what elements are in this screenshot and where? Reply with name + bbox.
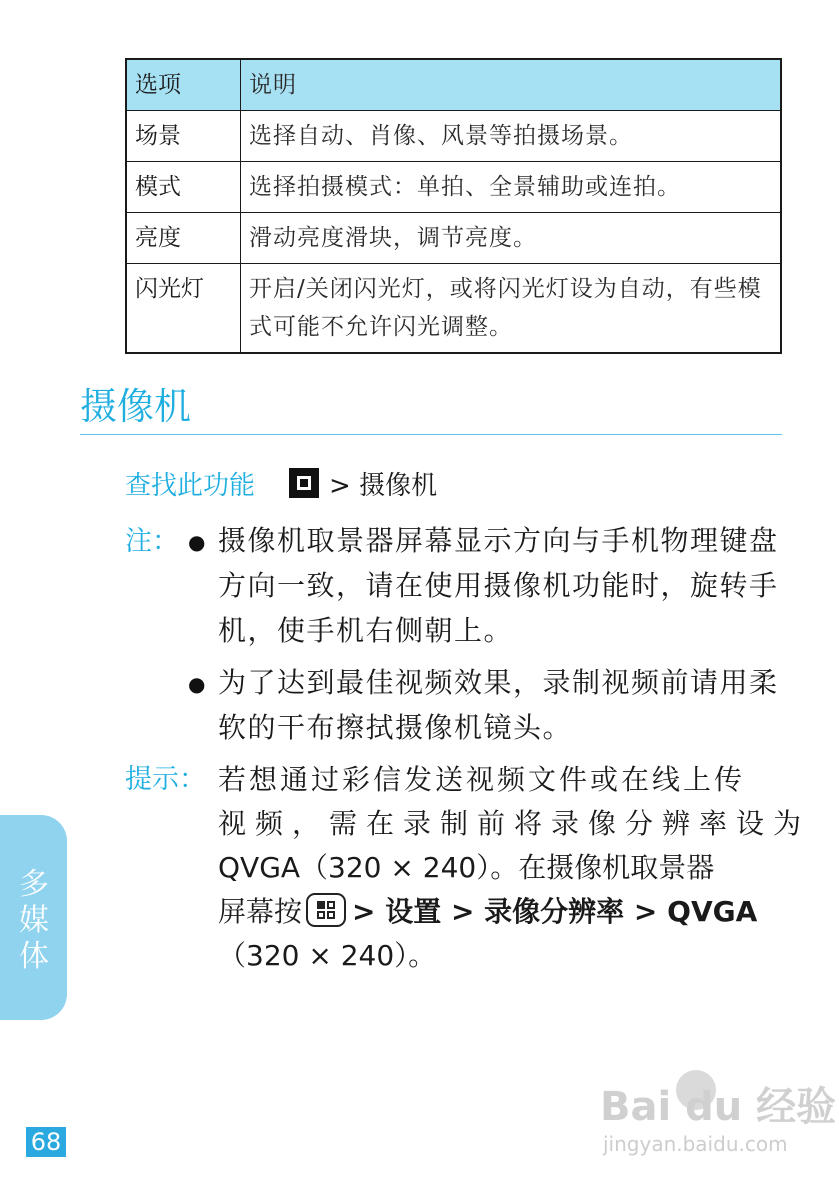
header-option: 选项	[126, 59, 241, 111]
options-table	[125, 58, 782, 354]
tip-line-4-prefix: 屏幕按	[218, 895, 303, 928]
chapter-side-tab	[0, 815, 67, 1020]
description-cell: 选择自动、肖像、风景等拍摄场景。	[241, 111, 782, 162]
bullet-dot-icon: ●	[188, 530, 206, 554]
menu-key-icon	[306, 893, 346, 927]
tip-line-4	[218, 890, 788, 934]
watermark-url: jingyan.baidu.com	[603, 1132, 788, 1156]
table-row	[126, 111, 781, 162]
description-cell: 开启/关闭闪光灯，或将闪光灯设为自动，有些模式可能不允许闪光调整。	[241, 264, 782, 354]
table-row	[126, 213, 781, 264]
section-title: 摄像机	[80, 382, 782, 435]
tip-line-1: 若想通过彩信发送视频文件或在线上传	[218, 763, 746, 796]
tip-line-3: QVGA（320 × 240）。在摄像机取景器	[218, 851, 715, 884]
note-bullet-2: 为了达到最佳视频效果，录制视频前请用柔软的干布擦拭摄像机镜头。	[218, 666, 779, 744]
option-cell: 闪光灯	[126, 264, 241, 354]
option-cell: 模式	[126, 162, 241, 213]
description-cell: 选择拍摄模式：单拍、全景辅助或连拍。	[241, 162, 782, 213]
tip-line-5: （320 × 240）。	[218, 939, 437, 972]
tip-body	[218, 758, 811, 978]
chapter-side-tab-label: 多媒体	[19, 867, 49, 974]
find-function-label: 查找此功能	[125, 470, 256, 501]
find-function-path: > 摄像机	[329, 470, 438, 501]
tip-label: 提示：	[125, 764, 206, 795]
find-function-row	[125, 462, 437, 504]
header-description: 说明	[241, 59, 782, 111]
option-cell: 场景	[126, 111, 241, 162]
table-row	[126, 264, 781, 354]
table-header-row	[126, 59, 781, 111]
page-number: 68	[26, 1127, 66, 1157]
note-bullet-1: 摄像机取景器屏幕显示方向与手机物理键盘方向一致，请在使用摄像机功能时，旋转手机，使手机右侧朝上。	[218, 524, 779, 647]
tip-settings-path: > 设置 > 录像分辨率 > QVGA	[352, 895, 758, 928]
tip-line-2: 视频，需在录制前将录像分辨率设为	[218, 807, 811, 840]
option-cell: 亮度	[126, 213, 241, 264]
bullet-dot-icon: ●	[188, 672, 206, 696]
main-menu-icon	[289, 468, 319, 498]
note-label: 注：	[125, 526, 179, 557]
watermark-logo: Bai du 经验	[600, 1084, 837, 1130]
description-cell: 滑动亮度滑块，调节亮度。	[241, 213, 782, 264]
table-row	[126, 162, 781, 213]
